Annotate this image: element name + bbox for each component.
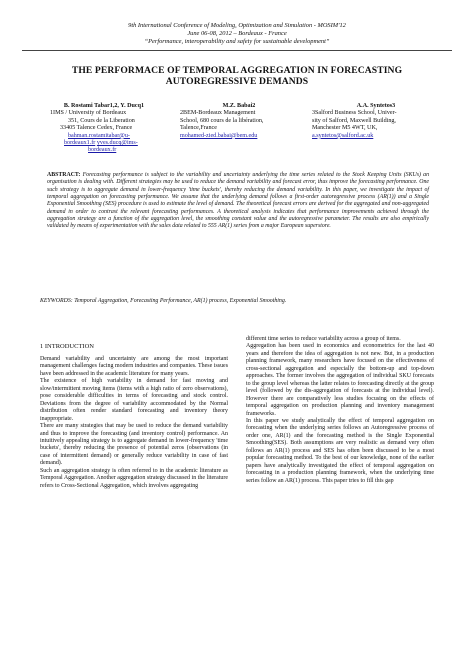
keywords: KEYWORDS: Temporal Aggregation, Forecasting Performance, AR(1) process, Exponential Smoothing.: [40, 298, 287, 304]
abstract-label: ABSTRACT:: [47, 172, 81, 178]
author-block-1: [42, 103, 166, 155]
conference-date: June 06-08, 2012 – Bordeaux - France: [187, 30, 287, 37]
author-affiliation-line: 1IMS / University of Bordeaux: [50, 110, 127, 117]
author-affiliation-line: 33405 Talence Cedex, France: [60, 125, 133, 132]
author-affiliation-line: Manchester M5 4WT, UK,: [312, 125, 378, 132]
author-email-link[interactable]: a.syntetos@salford.ac.uk: [312, 132, 374, 139]
paragraph: Demand variability and uncertainty are among the most important management challenges facing modern industries and companies. These issues have been addressed in the academic literature for many years.: [40, 356, 228, 377]
abstract: [47, 172, 429, 231]
author-block-3: [312, 103, 440, 140]
left-column: [40, 356, 228, 490]
paper-title-line-1: THE PERFORMACE OF TEMPORAL AGGREGATION IN FORECASTING: [71, 65, 403, 76]
conference-theme: “Performance, interoperability and safety for sustainable development”: [144, 38, 330, 45]
paper-title-line-2: AUTOREGRESSIVE DEMANDS: [165, 76, 309, 87]
author-email-link[interactable]: mohamed-zied.babai@bem.edu: [180, 132, 258, 139]
paragraph: Aggregation has been used in economics and econometrics for the last 40 years and therefore the idea of aggregation is not new. But, in a production planning framework, many researchers have focused on the effectiveness of cross-sectional aggregation and especially the bottom-up and top-down approaches. The former involves the aggregation of individual SKU forecasts to the group level whereas the latter relates to forecasting directly at the group level (followed by the dis-aggregation of forecasts at the individual level). However there are comparatively less studies focusing on the effects of temporal aggregation on production planning and inventory management frameworks.: [246, 343, 434, 417]
paragraph: Such an aggregation strategy is often referred to in the academic literature as Temporal Aggregation. Another aggregation strategy discussed in the literature refers to Cross-Sectional Aggregation, which involves aggregating: [40, 467, 228, 489]
author-email-link[interactable]: bordeaux1.fr: [64, 140, 96, 147]
paragraph: In this paper we study analytically the effect of temporal aggregation on forecasting when the underlying series follows an Autoregressive process of order one, AR(1) and the forecasting method is the Single Exponential Smoothing(SES). Both assumptions are very realistic as demand very often follows an AR(1) process and SES has often been discussed to be a most popular forecasting method. To the best of our knowledge, none of the earlier papers have analytically investigated the effect of temporal aggregation on forecasting in a production planning framework, when the underlying time series follow an AR(1) process. This paper tries to fill this gap: [246, 417, 434, 484]
author-name: A.A. Syntetos3: [356, 103, 396, 109]
paragraph: The existence of high variability in demand for fast moving and slow/intermittent moving items (items with a high ratio of zero observations), pose considerable difficulties in terms of forecasting and stock control. Deviations from the degree of variability accommodated by the Normal distribution often render standard forecasting and inventory theory inappropriate.: [40, 378, 228, 422]
author-affiliation-line: School, 680 cours de la libération,: [180, 117, 264, 124]
author-affiliation-line: Talence,France: [180, 125, 217, 132]
right-column: [246, 336, 434, 485]
conference-name: 9th International Conference of Modeling, Optimization and Simulation - MOSIM'12: [128, 22, 346, 29]
author-affiliation-line: 2BEM-Bordeaux Management: [180, 110, 256, 117]
author-email-link[interactable]: bahman.rostamitabar@u-: [68, 132, 130, 139]
author-email-link[interactable]: yves.ducq@ims-: [96, 140, 138, 147]
author-affiliation-line: sity of Salford, Maxwell Building,: [312, 117, 396, 124]
paragraph: There are many strategies that may be used to reduce the demand variability and thus to improve the forecasting (and inventory control) performance. An intuitively appealing strategy is to aggregate demand in lower-frequency 'time buckets', thereby reducing the presence of potential zeros (observations (in case of intermittent demand) or generally reduce variability in case of fast demand).: [40, 423, 228, 467]
author-affiliation-line: 3Salford Business School, Univer-: [312, 110, 397, 117]
author-name: M.Z. Babai2: [222, 103, 256, 109]
author-name: B. Rostami Tabar1,2, Y. Ducq1: [63, 103, 145, 109]
paragraph: different time series to reduce variability across a group of items.: [246, 336, 401, 342]
author-block-2: [180, 103, 298, 140]
section-heading-introduction: 1 INTRODUCTION: [40, 343, 94, 350]
abstract-text: Forecasting performance is subject to the variability and uncertainty underlying the time series related to the Stock Keeping Units (SKUs) an organisation is dealing with. Different strategies may be used to reduce the demand variability and forecast error, thus improve the forecasting performance. One such strategy is to aggregate demand in lower-frequency 'time buckets', thereby reducing the demand variability. In this paper, we investigate the impact of temporal aggregation on forecasting performance. We assume that the underlying demand follows a first-order autoregressive process (AR(1)) and a Single Exponential Smoothing (SES) procedure is used to estimate the level of demand. The theoretical forecast errors are derived for the aggregated and non-aggregated demand in order to contrast the relevant forecasting performances. A theoretical analysis indicates that performance improvements achieved through the aggregation strategy are a function of the aggregation level, the smoothing constant value and the autoregressive parameter. The results are also empirically validated by means of experimentation with the sales data related to 555 AR(1) series from a major European superstore.: [47, 172, 429, 230]
header-rule: [22, 50, 452, 51]
author-email-link[interactable]: bordeaux.fr: [88, 147, 117, 154]
author-affiliation-line: 351, Cours de la Liberation: [68, 117, 135, 124]
